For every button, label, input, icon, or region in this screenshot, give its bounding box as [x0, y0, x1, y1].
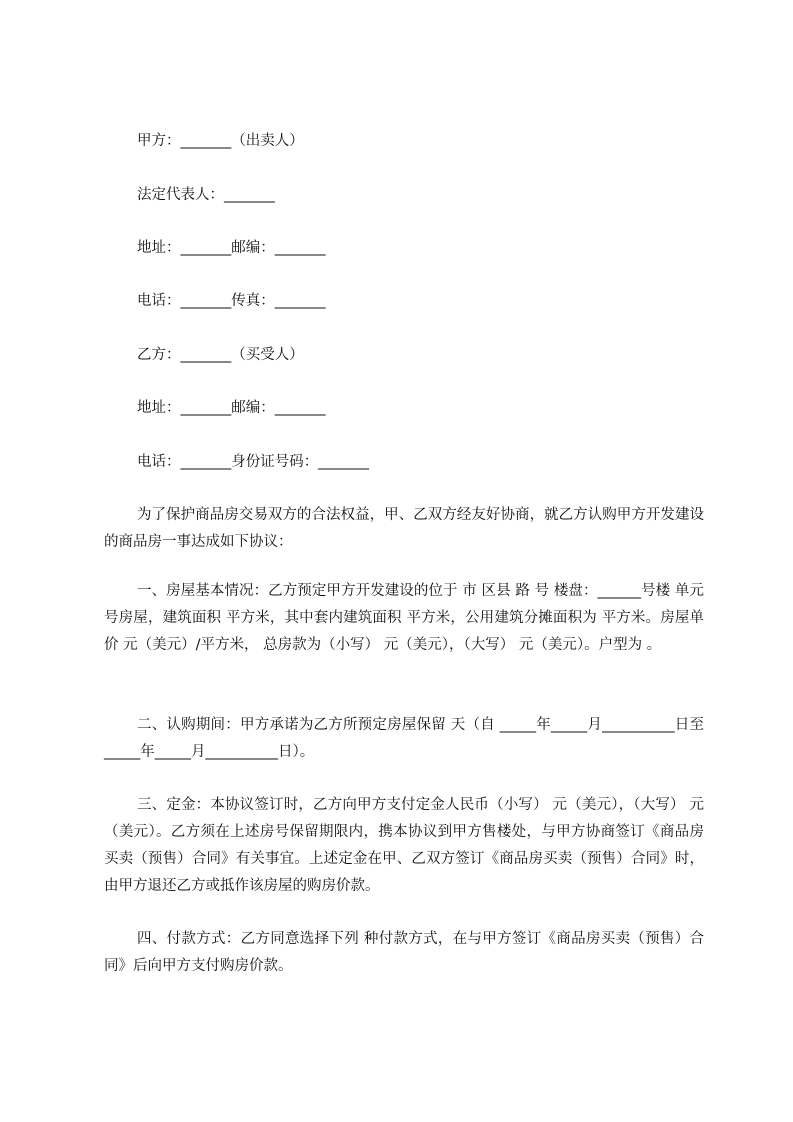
party-a-phone-line: 电话：_______传真：_______ [137, 293, 326, 309]
intro-paragraph: 为了保护商品房交易双方的合法权益，甲、乙双方经友好协商，就乙方认购甲方开发建设的商品房一事达成如下协议： [104, 507, 704, 550]
clause-payment-method: 四、付款方式：乙方同意选择下列 种付款方式，在与甲方签订《商品房买卖（预售）合同》后向甲方支付购房价款。 [104, 931, 704, 974]
clause-house-info: 一、房屋基本情况：乙方预定甲方开发建设的位于 市 区县 路 号 楼盘：______号楼 单元 号房屋，建筑面积 平方米，其中套内建筑面积 平方米，公用建筑分摊面积为 平方米。房屋单价 元（美元）/平方米， 总房款为（小写） 元（美元），（大写） 元（美元）。户型为 。 [104, 583, 709, 653]
party-b-line: 乙方：_______（买受人） [137, 347, 304, 363]
party-a-address-line: 地址：_______邮编：_______ [137, 240, 326, 256]
clause-deposit: 三、定金：本协议签订时，乙方向甲方支付定金人民币（小写） 元（美元），（大写） 元（美元）。乙方须在上述房号保留期限内，携本协议到甲方售楼处，与甲方协商签订《商品房买卖（预售）合同》有关事宜。上述定金在甲、乙双方签订《商品房买卖（预售）合同》时，由甲方退还乙方或抵作该房屋的购房价款。 [104, 797, 704, 894]
party-a-line: 甲方：_______（出卖人） [137, 133, 304, 149]
party-b-phone-line: 电话：_______身份证号码：_______ [137, 454, 369, 470]
legal-representative-line: 法定代表人：_______ [137, 187, 275, 203]
clause-subscription-period: 二、认购期间：甲方承诺为乙方所预定房屋保留 天（自 _____年_____月__________日至 _____年_____月__________日）。 [104, 717, 709, 760]
party-b-address-line: 地址：_______邮编：_______ [137, 400, 326, 416]
